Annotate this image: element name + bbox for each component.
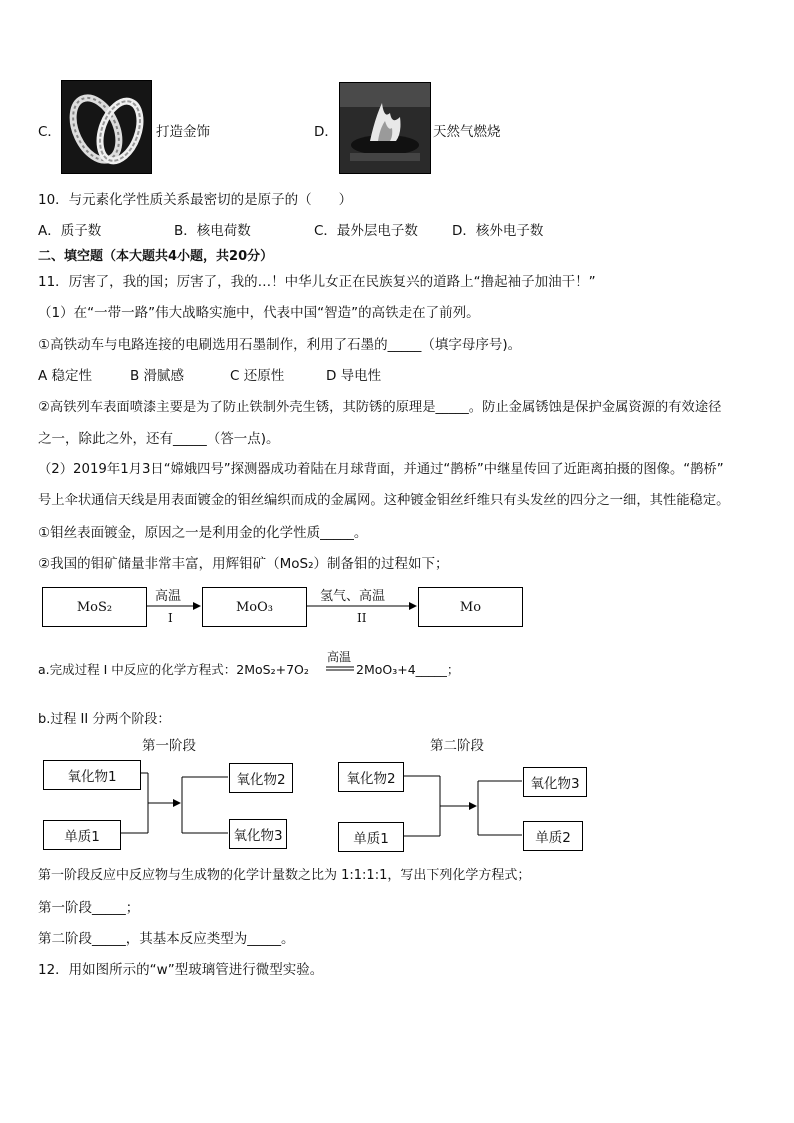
stage1-reactant-oxide1: 氧化物1 [43,760,141,790]
q11-ratio-text: 第一阶段反应中反应物与生成物的化学计量数之比为 1:1:1:1，写出下列化学方程式； [38,868,531,883]
q11-part1-q2-line1: ②高铁列车表面喷漆主要是为了防止铁制外壳生锈，其防锈的原理是_____。防止金属锈蚀是保护金属资源的有效途径 [38,400,722,415]
q10-option-d: D．核外电子数 [452,223,544,239]
option-d-text: 天然气燃烧 [433,124,501,140]
q11-part1-q2-line2: 之一，除此之外，还有_____（答一点)。 [38,431,280,447]
q11-part1-intro: （1）在“一带一路”伟大战略实施中，代表中国“智造”的高铁走在了前列。 [38,305,480,321]
q11-part2-q1: ①钼丝表面镀金，原因之一是利用金的化学性质_____。 [38,525,368,541]
q11-p1q1-option-a: A 稳定性 [38,368,93,384]
flow-arrow1-step: I [168,611,173,625]
stage2-reactant-oxide2: 氧化物2 [338,762,404,792]
stage1-product-oxide3: 氧化物3 [229,819,287,849]
flow-arrow1-condition: 高温 [155,589,182,604]
q11-eq-a-prefix: a.完成过程 I 中反应的化学方程式：2MoS₂+7O₂ [38,662,309,677]
flow-box-mo: Mo [418,587,523,627]
q11-p1q1-option-c: C 还原性 [230,368,285,384]
flow-box-mos2: MoS₂ [42,587,147,627]
option-c-text: 打造金饰 [156,124,210,140]
q10-stem: 10．与元素化学性质关系最密切的是原子的（ ） [38,192,353,208]
q11-part2-line1: （2）2019年1月3日“嫦娥四号”探测器成功着陆在月球背面，并通过“鹊桥”中继星传回了近距离拍摄的图像。“鹊桥” [38,462,724,477]
q11-b-intro: b.过程 II 分两个阶段： [38,712,171,727]
stage2-title: 第二阶段 [430,738,484,754]
q11-stage2-equation: 第二阶段_____，其基本反应类型为_____。 [38,931,295,947]
q11-stage1-equation: 第一阶段_____； [38,900,140,916]
flow-box-moo3: MoO₃ [202,587,307,627]
q11-part2-line2: 号上伞状通信天线是用表面镀金的钼丝编织而成的金属网。这种镀金钼丝纤维只有头发丝的四分之一细，其性能稳定。 [38,493,730,508]
section-heading: 二、填空题（本大题共4小题，共20分） [38,249,274,264]
flow-arrow2-step: II [357,611,367,625]
q11-p1q1-option-b: B 滑腻感 [130,368,185,384]
stage1-title: 第一阶段 [142,738,196,754]
q11-part1-q1: ①高铁动车与电路连接的电刷选用石墨制作，利用了石墨的_____（填字母序号)。 [38,337,522,353]
stage2-product-oxide3: 氧化物3 [523,767,587,797]
option-c-label: C． [38,124,61,140]
option-d-label: D． [314,124,338,140]
q10-option-b: B．核电荷数 [174,223,251,239]
q10-option-c: C．最外层电子数 [314,223,418,239]
q11-eq-a-suffix: 2MoO₃+4_____； [356,662,460,677]
q11-stem: 11．厉害了，我的国；厉害了，我的…！中华儿女正在民族复兴的道路上“撸起袖子加油干！” [38,274,596,290]
q12-stem: 12．用如图所示的“w”型玻璃管进行微型实验。 [38,962,324,978]
q11-p1q1-option-d: D 导电性 [326,368,382,384]
q10-option-a: A．质子数 [38,223,102,239]
stage2-product-element2: 单质2 [523,821,583,851]
flow-arrow2-condition: 氢气、高温 [320,589,386,604]
stage2-reactant-element1: 单质1 [338,822,404,852]
q11-eq-a-condition: 高温 [327,650,352,664]
stage1-reactant-element1: 单质1 [43,820,121,850]
q11-part2-q2: ②我国的钼矿储量非常丰富，用辉钼矿（MoS₂）制备钼的过程如下； [38,556,449,572]
stage1-product-oxide2: 氧化物2 [229,763,293,793]
